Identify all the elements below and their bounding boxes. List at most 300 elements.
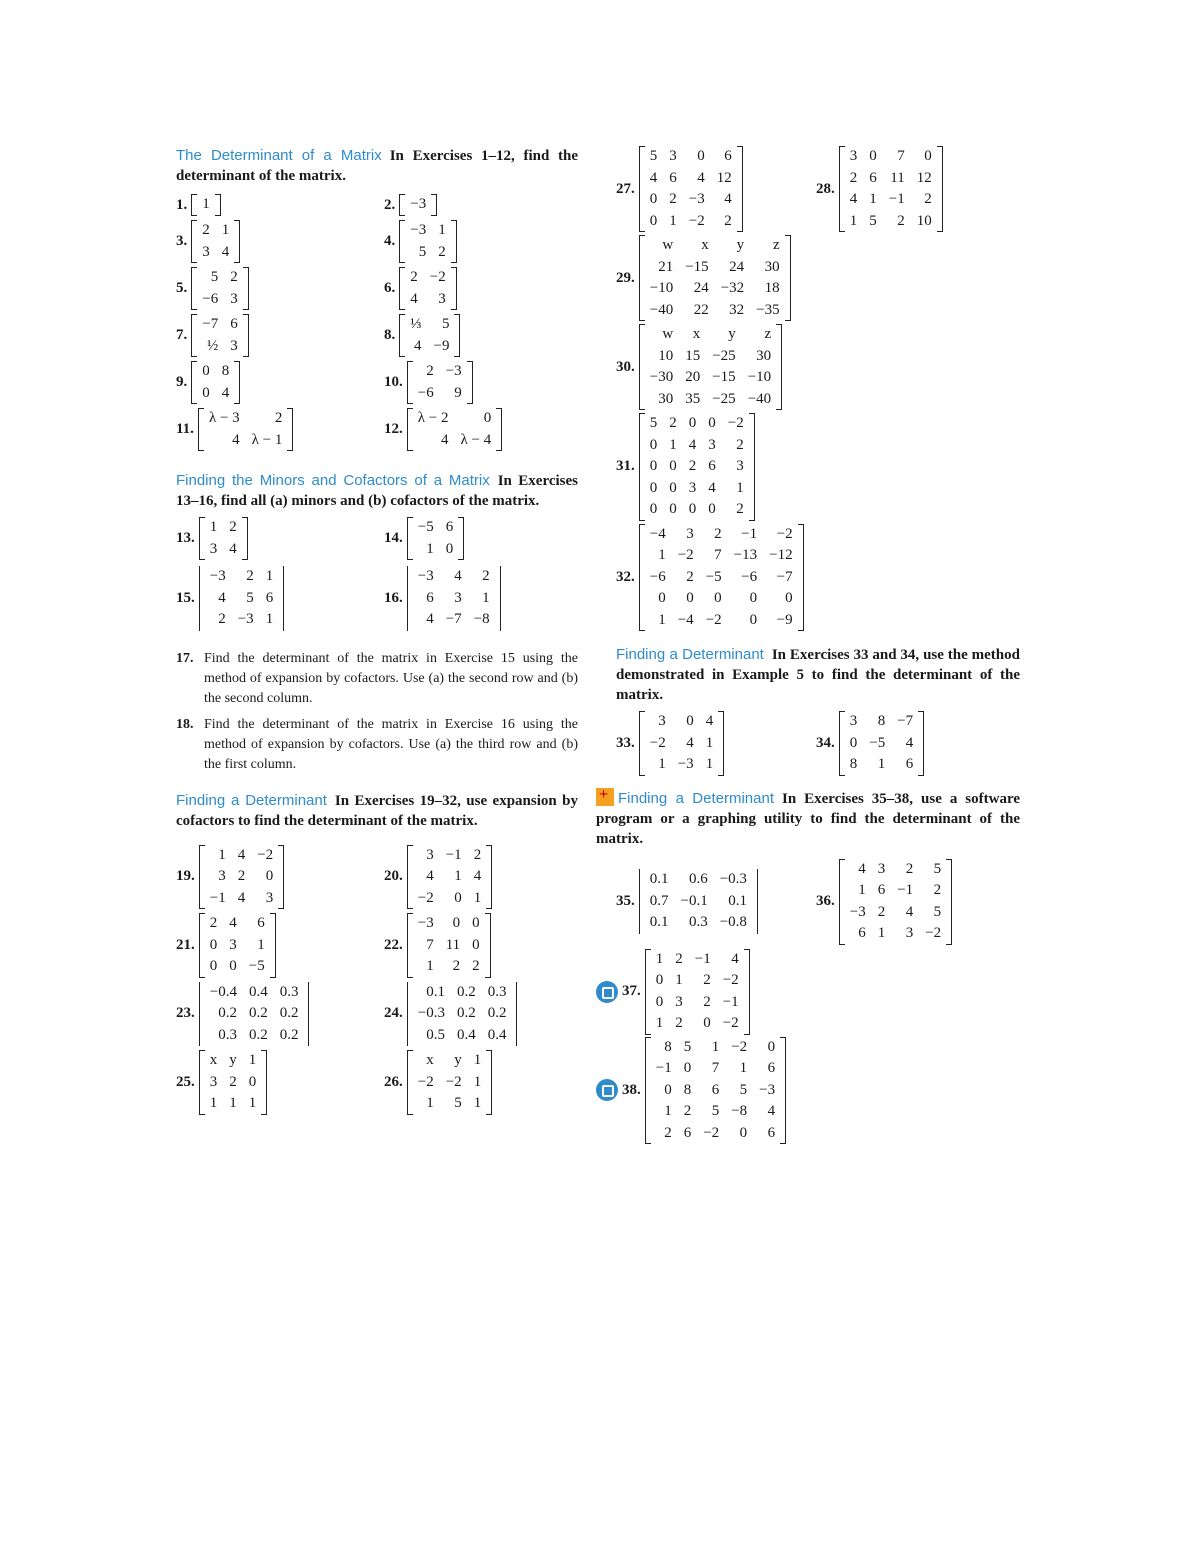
matrix-entry: −6 [649,568,666,585]
matrix-entry: 24 [729,258,745,275]
matrix-entry: −0.8 [719,914,747,931]
matrix-entry: 3 [209,540,218,557]
matrix-entry: −0.1 [680,892,708,909]
exercise-number: 22. [384,936,403,953]
matrix-entry: −1 [888,191,905,207]
matrix-table [204,982,305,1047]
matrix-entry: 2 [246,568,254,584]
determinant [407,566,501,631]
matrix-entry: ⅓ [410,316,422,332]
matrix-entry: 2 [426,363,434,379]
exercise-number: 24. [384,1005,403,1022]
matrix-entry: 6 [767,1124,776,1141]
matrix-table [644,413,750,521]
matrix-entry: 3 [265,889,274,906]
exercise-number: 30. [616,358,635,375]
matrix-entry: 6 [257,915,265,931]
matrix-entry: 6 [905,756,914,772]
determinant [199,566,284,631]
matrix-entry: 2 [209,915,218,931]
matrix-entry: 1 [248,1052,257,1068]
matrix-entry: 0.5 [426,1026,445,1043]
matrix-entry: −1 [694,950,711,967]
matrix-entry: 5 [441,316,450,332]
matrix-entry: 0 [749,611,758,628]
matrix [407,408,502,451]
matrix [199,845,284,910]
matrix-entry: 3 [669,148,677,164]
matrix-entry: −25 [712,347,736,364]
matrix-entry: −3 [417,915,434,931]
matrix-entry: 1 [473,1052,482,1068]
exercise-number: 7. [176,327,188,343]
matrix-table [404,220,451,263]
matrix-entry: 0.2 [218,1005,237,1021]
matrix-entry: w [662,326,674,342]
matrix-entry: 30 [658,390,674,407]
exercise-number: 20. [384,868,403,885]
exercise-number: 14. [384,530,403,546]
matrix-entry: 5 [210,269,219,285]
matrix-entry: 0 [472,915,480,931]
matrix-entry: 3 [675,993,683,1010]
matrix-entry: 0 [454,889,462,906]
matrix-entry: 1 [221,222,230,238]
matrix-entry: 1 [248,1095,257,1111]
matrix-entry: 1 [655,1015,664,1031]
matrix-entry: 5 [683,1038,692,1055]
matrix-entry: 1 [705,756,714,772]
matrix-entry: y [229,1052,237,1068]
matrix-entry: −7 [897,713,914,729]
matrix-entry: 2 [924,191,932,207]
matrix-entry: 4 [473,868,482,884]
matrix-entry: 0 [669,501,677,517]
matrix-entry: 5 [739,1081,748,1098]
matrix-entry: 10 [658,347,674,364]
matrix-table [204,517,243,560]
matrix-table [650,1037,781,1145]
exercise-number: 10. [384,374,403,390]
exercise-number: 1. [176,196,188,213]
matrix-entry: −8 [473,611,490,627]
matrix-entry: 1 [849,212,858,229]
matrix-entry: 30 [756,347,772,364]
matrix-entry: −35 [756,301,780,318]
section-title: The Determinant of a Matrix [176,147,382,164]
matrix-entry: −13 [733,547,758,563]
matrix-entry: 2 [675,950,683,967]
matrix-entry: 1 [858,882,866,898]
matrix-entry: 0 [655,993,664,1010]
matrix [407,361,473,404]
exercise-number: 5. [176,280,188,296]
matrix-entry: 2 [683,1103,692,1119]
matrix-entry: 3 [877,860,886,877]
section-instructions: In Exercises 13–16, find all (a) minors and (b) cofactors of the matrix. [176,473,578,509]
matrix-entry: 6 [708,458,716,474]
matrix [839,711,924,776]
matrix [645,949,750,1035]
matrix-entry: 1 [473,1073,482,1090]
matrix-entry: 0 [664,1081,672,1098]
matrix-entry: 18 [764,280,780,296]
matrix [191,267,248,310]
matrix-table [644,235,786,321]
matrix-entry: 32 [729,301,745,318]
matrix-table [404,194,432,216]
matrix-table [196,267,243,310]
matrix-entry: −3 [849,903,866,920]
section-instructions: In Exercises 19–32, use expansion by cofactors to find the determinant of the matrix. [176,792,578,829]
matrix-entry: 2 [229,1073,237,1090]
matrix-entry: 5 [454,1095,462,1111]
matrix-entry: 1 [869,191,877,207]
matrix-entry: −2 [731,1038,748,1055]
matrix-entry: 1 [877,925,886,941]
matrix-entry: −4 [677,611,694,628]
matrix-entry: 4 [232,431,240,448]
matrix-entry: 4 [221,384,230,401]
matrix [639,146,743,232]
matrix-entry: 0 [714,590,722,606]
matrix-entry: −2 [429,269,446,285]
matrix-entry: 7 [711,1060,720,1076]
matrix-table [204,913,271,978]
matrix [639,324,782,410]
matrix-entry: 2 [849,169,858,186]
exercise-number: 9. [176,374,188,390]
exercise-text: Find the determinant of the matrix in Exercise 15 using the method of expansion by cofactors. Use (a) the second row and (b) the second column. [204,650,578,706]
matrix-entry: 3 [454,589,462,606]
matrix-entry: −1 [655,1060,672,1076]
matrix-entry: 0.1 [426,983,445,1000]
matrix-entry: 0 [749,590,758,606]
matrix-table [412,517,459,560]
exercise-number: 36. [816,893,835,909]
matrix [199,1050,268,1115]
right-column [596,146,1020,1144]
matrix-entry: 4 [218,589,226,606]
matrix-entry: 1 [664,1103,672,1119]
matrix-entry: −9 [433,337,450,354]
matrix-entry: 7 [426,936,434,953]
matrix-entry: 3 [736,458,744,474]
exercise-number: 35. [616,893,635,909]
matrix-entry: 1 [454,868,462,884]
matrix-entry: 1 [482,589,490,606]
matrix-entry: 3 [708,436,716,453]
matrix-entry: 4 [414,337,422,354]
matrix-entry: 0.1 [649,871,669,888]
exercise-18 [176,715,578,775]
matrix-entry: 2 [703,993,711,1010]
matrix-entry: −15 [712,369,736,385]
matrix [645,1037,786,1145]
matrix-entry: −30 [649,369,674,385]
matrix-table [412,982,513,1047]
matrix-entry: 2 [688,458,697,474]
matrix-entry: 0 [697,148,705,164]
matrix-entry: 1 [675,972,683,988]
matrix-entry: 0 [688,415,697,431]
matrix-entry: 5 [711,1103,720,1119]
determinant [407,982,518,1047]
matrix-entry: x [701,237,709,253]
matrix [639,235,791,321]
matrix-entry: 1 [736,479,744,496]
matrix-entry: 3 [218,868,226,884]
matrix-entry: 1 [711,1038,720,1055]
exercise-number: 2. [384,196,396,213]
matrix-entry: 2 [675,1015,683,1031]
matrix-entry: 2 [724,212,732,229]
exercise-number: 12. [384,421,403,437]
matrix-table [404,314,455,357]
matrix-entry: 0 [669,458,677,474]
matrix [407,1050,492,1115]
exercise-number: 4. [384,233,396,249]
matrix [839,146,943,232]
matrix-entry: 0.3 [688,914,708,931]
matrix-entry: w [662,237,674,253]
matrix-entry: 1 [705,734,714,751]
matrix-entry: −2 [649,734,666,751]
matrix-entry: 5 [869,212,877,229]
matrix-entry: 2 [274,410,283,426]
matrix [639,413,755,521]
matrix-entry: 1 [658,756,666,772]
matrix-entry: 1 [739,1060,748,1076]
matrix-entry: −2 [445,1073,462,1090]
matrix-entry: −5 [705,568,722,585]
matrix-entry: y [736,237,745,253]
matrix-entry: 8 [664,1038,672,1055]
matrix [191,361,240,404]
matrix-entry: 3 [230,337,238,354]
matrix-entry: −2 [722,1015,739,1031]
matrix-entry: 2 [933,882,942,898]
matrix [399,267,456,310]
exercise-number: 16. [384,589,403,606]
matrix-table [844,859,947,945]
matrix-entry: 2 [410,269,418,285]
matrix-entry: 2 [686,568,694,585]
matrix-entry: 0 [483,410,492,426]
matrix-entry: 1 [669,212,677,229]
matrix-entry: 1 [202,196,210,213]
matrix-entry: −10 [649,280,674,296]
matrix-entry: 2 [703,972,711,988]
matrix-entry: 0.2 [487,1005,507,1021]
matrix-entry: 2 [669,415,677,431]
matrix-entry: −3 [417,568,434,584]
matrix-entry: 22 [693,301,709,318]
matrix-entry: −2 [703,1124,720,1141]
matrix-table [204,566,279,631]
matrix-entry: 24 [693,280,709,296]
matrix-entry: −1 [897,882,914,898]
matrix-entry: −3 [759,1081,776,1098]
matrix-entry: 0 [472,936,480,953]
matrix [407,913,491,978]
matrix-entry: 4 [708,479,716,496]
matrix-entry: −2 [257,846,274,863]
matrix-entry: 0 [649,436,658,453]
matrix-entry: 1 [209,519,218,535]
matrix-entry: 0 [686,713,694,729]
matrix-entry: 0.2 [279,1026,299,1043]
matrix-entry: 0 [265,868,274,884]
matrix-entry: −1 [445,846,462,863]
matrix-entry: 1 [438,222,446,238]
matrix-entry: 2 [237,868,246,884]
exercise-number: 11. [176,421,194,437]
matrix-entry: −12 [769,547,793,563]
matrix-entry: 4 [649,169,658,186]
matrix-table [644,146,738,232]
matrix-entry: 0 [703,1015,711,1031]
matrix-entry: 7 [897,148,905,164]
matrix-entry: −5 [248,958,265,974]
matrix-entry: −3 [209,568,226,584]
matrix-entry: λ − 1 [251,431,283,448]
cd-icon [596,1079,618,1101]
matrix-entry: 0 [767,1038,776,1055]
matrix-entry: −1 [209,889,226,906]
matrix-entry: −2 [776,525,793,542]
matrix-entry: 3 [905,925,914,941]
matrix-entry: 0 [683,1060,692,1076]
matrix-entry: 4 [705,713,714,729]
matrix-entry: 8 [877,713,886,729]
matrix-entry: 0.4 [487,1026,507,1043]
matrix-entry: 0 [849,734,858,751]
exercise-number: 13. [176,530,195,546]
section-title: Finding a Determinant [176,791,327,809]
matrix-entry: 0.3 [218,1026,237,1043]
matrix-entry: 0 [649,458,658,474]
matrix-entry: 1 [658,611,666,628]
matrix-entry: 4 [426,868,434,884]
matrix-entry: −2 [417,889,434,906]
matrix-entry: 3 [658,713,666,729]
matrix-entry: −32 [720,280,745,296]
matrix-entry: 3 [230,290,238,307]
matrix-entry: 6 [877,882,886,898]
matrix-entry: 12 [716,169,732,186]
matrix-entry: 0 [649,501,658,517]
matrix-entry: 4 [724,191,732,207]
matrix-entry: 6 [445,519,454,535]
matrix-entry: 0.3 [487,983,507,1000]
matrix-table [204,1050,263,1115]
matrix-entry: 0 [445,540,454,557]
matrix-entry: 3 [688,479,697,496]
matrix-entry: 8 [683,1081,692,1098]
matrix-table [196,361,235,404]
matrix-entry: 1 [658,547,666,563]
matrix-entry: −2 [688,212,705,229]
matrix-entry: 0 [649,212,658,229]
section-heading [596,788,1020,849]
matrix-entry: 0.2 [456,983,476,1000]
matrix-entry: −4 [649,525,666,542]
matrix-entry: 0 [686,590,694,606]
matrix-entry: −2 [705,611,722,628]
matrix-entry: 1 [426,958,434,974]
exercise-number: 18. [176,716,194,732]
matrix [407,845,492,910]
matrix-entry: 2 [473,846,482,863]
matrix-entry: 2 [714,525,722,542]
matrix-entry: 0 [452,915,461,931]
matrix-entry: 3 [849,713,858,729]
matrix-entry: 6 [669,169,677,186]
section-heading [176,791,578,831]
matrix-entry: 6 [869,169,877,186]
matrix-entry: 5 [418,243,427,260]
exercise-number: 26. [384,1073,403,1090]
matrix-entry: 2 [736,501,744,517]
matrix-entry: −3 [237,611,254,627]
matrix-entry: 4 [237,846,246,863]
matrix-entry: 6 [858,925,866,941]
matrix-entry: −3 [688,191,705,207]
matrix-entry: 2 [472,958,480,974]
section-title: Finding a Determinant [618,789,774,807]
matrix-entry: −7 [202,316,219,332]
matrix-entry: 0 [649,191,658,207]
matrix [399,194,437,216]
matrix-table [196,314,243,357]
matrix-entry: 6 [683,1124,692,1141]
matrix-entry: 0 [785,590,793,606]
matrix-entry: 1 [669,436,677,453]
matrix-entry: 6 [724,148,732,164]
exercise-number: 6. [384,280,396,296]
matrix-entry: −40 [747,390,772,407]
matrix-table [644,711,719,776]
matrix-entry: 5 [649,148,658,164]
matrix-entry: 15 [685,347,701,364]
matrix-entry: 0 [688,501,697,517]
matrix-entry: 1 [877,756,886,772]
matrix-entry: 4 [858,860,866,877]
matrix-entry: λ − 2 [417,410,449,426]
matrix-entry: 0 [209,936,218,953]
matrix-entry: 0.2 [279,1005,299,1021]
matrix-entry: 2 [202,222,210,238]
exercise-number: 25. [176,1073,195,1090]
matrix-entry: −7 [776,568,793,585]
section-title: Finding the Minors and Cofactors of a Matrix [176,472,490,489]
matrix-entry: −2 [722,972,739,988]
matrix [191,220,240,263]
matrix-entry: 2 [736,436,744,453]
matrix-entry: λ − 3 [208,410,240,426]
matrix-entry: 0 [655,972,664,988]
matrix-table [412,361,468,404]
left-column [176,146,578,1115]
matrix [399,314,460,357]
matrix-table [644,324,777,410]
matrix-table [196,220,235,263]
matrix-table [204,845,279,910]
matrix-entry: 0 [708,501,716,517]
matrix-entry: 0 [248,1073,257,1090]
matrix-table [844,711,919,776]
